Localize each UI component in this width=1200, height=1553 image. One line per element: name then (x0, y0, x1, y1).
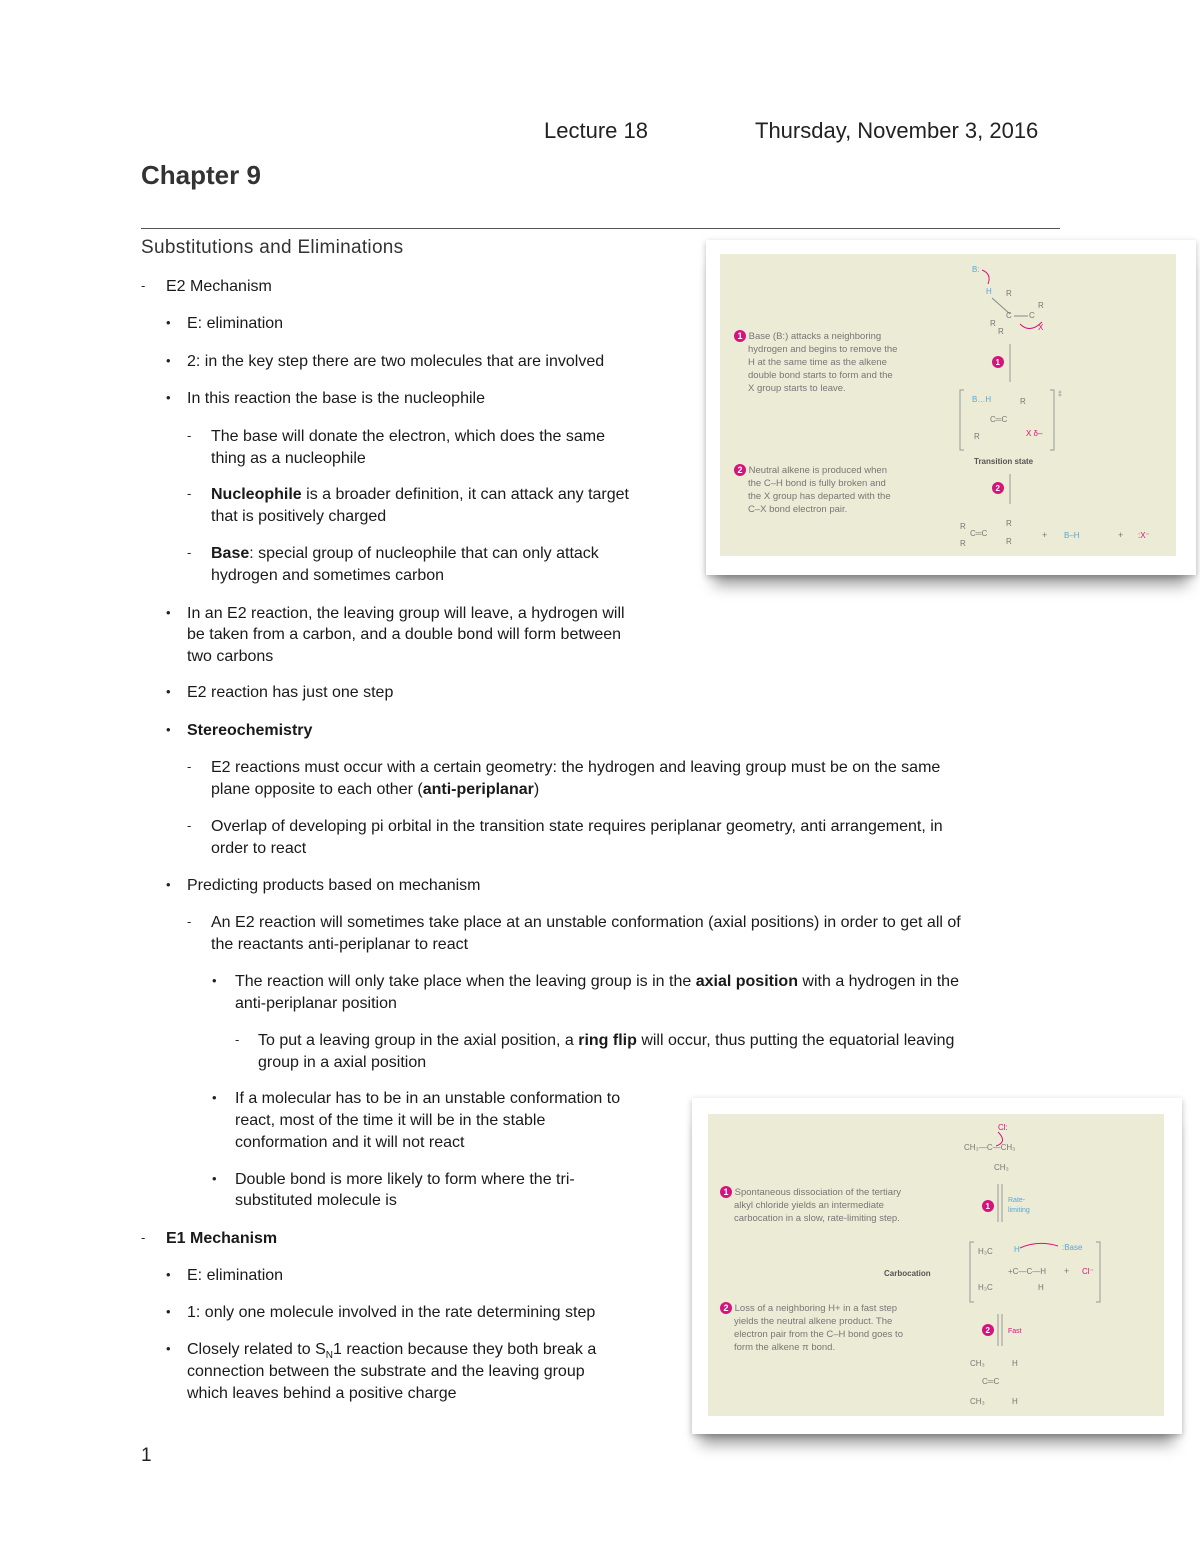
svg-text:H₃C: H₃C (978, 1247, 993, 1256)
outline-line (235, 1190, 397, 1211)
outline-line (235, 1169, 575, 1190)
svg-text:R: R (1020, 397, 1026, 406)
svg-text:H: H (1012, 1397, 1018, 1406)
outline-line (211, 816, 943, 837)
text-segment: Overlap of developing pi orbital in the transition state requires periplanar geometry, anti arrangement, in (211, 818, 943, 835)
outline-line (187, 313, 283, 334)
bullet-marker: • (166, 605, 171, 620)
title-divider (141, 228, 1060, 229)
svg-text:2: 2 (995, 484, 1000, 493)
bold-term: Base (211, 545, 250, 562)
transition-state-label: Transition state (974, 457, 1034, 466)
dash-marker: - (187, 914, 192, 929)
text-segment: with a hydrogen in the (797, 973, 959, 990)
fast-label: Fast (1008, 1328, 1022, 1335)
e2-figure-panel (720, 254, 1176, 556)
lecture-date: Thursday, November 3, 2016 (755, 118, 1039, 143)
text-segment: E: elimination (187, 1267, 284, 1284)
text-segment: To put a leaving group in the axial position, a (258, 1032, 579, 1049)
bold-term: anti-periplanar (422, 781, 534, 798)
dash-marker: - (141, 278, 146, 293)
e2-cap2-l2: the C–H bond is fully broken and (748, 478, 886, 489)
svg-text:1: 1 (995, 358, 1000, 367)
outline-line (187, 1302, 595, 1323)
bullet-marker: • (166, 1304, 171, 1319)
e1-cap2-l3: electron pair from the C–H bond goes to (734, 1329, 903, 1340)
outline-line (187, 646, 273, 667)
text-segment: The reaction will only take place when the leaving group is in the (235, 973, 696, 990)
bold-term: E1 Mechanism (166, 1230, 278, 1247)
e2-step1-caption (734, 330, 954, 395)
text-segment: Double bond is more likely to form where the tri- (235, 1171, 575, 1188)
outline-line (235, 1088, 620, 1109)
e1-cap1-l3: carbocation in a slow, rate-limiting step. (734, 1213, 900, 1224)
e2-cap1-l4: double bond starts to form and the (748, 370, 893, 381)
text-segment: hydrogen and sometimes carbon (211, 567, 445, 584)
outline-line (211, 565, 444, 586)
svg-text:C═C: C═C (982, 1377, 1000, 1386)
text-segment: E: elimination (187, 315, 284, 332)
text-segment: The base will donate the electron, which does the same (211, 428, 606, 445)
text-segment: 1: only one molecule involved in the rate determining step (187, 1304, 596, 1321)
dash-marker: - (187, 428, 192, 443)
svg-text:+: + (1064, 1266, 1070, 1276)
rate-limiting-label-2: limiting (1008, 1207, 1030, 1214)
text-segment: Closely related to S (187, 1341, 326, 1358)
outline-line (211, 448, 366, 469)
e1-structures-diagram (708, 1114, 1164, 1416)
text-segment: E2 reactions must occur with a certain geometry: the hydrogen and leaving group must be on the same (211, 759, 941, 776)
svg-text:CH₃: CH₃ (970, 1397, 985, 1406)
e2-cap1-l5: X group starts to leave. (748, 383, 846, 394)
svg-text:CH₃—C—CH₃: CH₃—C—CH₃ (964, 1143, 1016, 1152)
svg-text:C═C: C═C (990, 415, 1008, 424)
outline-line (211, 912, 961, 933)
bullet-marker: • (166, 390, 171, 405)
svg-text:H: H (1012, 1359, 1018, 1368)
svg-text:1: 1 (985, 1202, 990, 1211)
svg-text:Cl⁻: Cl⁻ (1082, 1267, 1094, 1276)
chapter-title: Chapter 9 (141, 160, 261, 190)
svg-text:+C—C—H: +C—C—H (1008, 1267, 1047, 1276)
bullet-marker: • (166, 877, 171, 892)
outline-line (211, 506, 386, 527)
outline-line (258, 1052, 426, 1073)
e1-cap2-l2: yields the neutral alkene product. The (734, 1316, 893, 1327)
svg-text:H₃C: H₃C (978, 1283, 993, 1292)
text-segment: plane opposite to each other ( (211, 781, 423, 798)
outline-line (211, 543, 599, 564)
bullet-marker: • (212, 973, 217, 988)
text-segment: thing as a nucleophile (211, 450, 366, 467)
outline-line (187, 624, 621, 645)
svg-text:B:: B: (972, 265, 980, 274)
text-segment: Predicting products based on mechanism (187, 877, 481, 894)
dash-marker: - (187, 545, 192, 560)
bullet-marker: • (166, 1267, 171, 1282)
bullet-marker: • (166, 1341, 171, 1356)
outline-line (211, 484, 629, 505)
e1-mechanism-figure (692, 1098, 1182, 1434)
text-segment: E2 reaction has just one step (187, 684, 394, 701)
text-segment: be taken from a carbon, and a double bond will form between (187, 626, 622, 643)
text-segment: which leaves behind a positive charge (187, 1385, 457, 1402)
outline-line (211, 838, 306, 859)
e1-cap1-l2: alkyl chloride yields an intermediate (734, 1200, 884, 1211)
svg-text:R: R (998, 327, 1004, 336)
bold-term: axial position (695, 973, 798, 990)
text-segment: group in a axial position (258, 1054, 427, 1071)
text-segment: that is positively charged (211, 508, 387, 525)
outline-line (187, 875, 481, 896)
svg-text:C: C (1006, 311, 1012, 320)
dash-marker: - (141, 1230, 146, 1245)
outline-line (258, 1030, 954, 1051)
e2-cap1-l2: hydrogen and begins to remove the (748, 344, 898, 355)
outline-line (211, 757, 940, 778)
step-1-badge: 1 (734, 330, 746, 342)
text-segment: E2 Mechanism (166, 278, 272, 295)
svg-text:CH₃: CH₃ (970, 1359, 985, 1368)
svg-text:H: H (1038, 1283, 1044, 1292)
lecture-label: Lecture 18 (544, 118, 648, 143)
svg-text:R: R (1006, 289, 1012, 298)
outline-line (187, 388, 485, 409)
text-segment: N (325, 1350, 333, 1362)
svg-text:R: R (974, 432, 980, 441)
text-segment: : special group of nucleophile that can only attack (249, 545, 599, 562)
page-number: 1 (141, 1445, 152, 1466)
bullet-marker: • (166, 684, 171, 699)
svg-text:C═C: C═C (970, 529, 988, 538)
text-segment: anti-periplanar position (235, 995, 397, 1012)
outline-line (187, 682, 393, 703)
bold-term: Stereochemistry (187, 722, 313, 739)
bold-term: Nucleophile (211, 486, 302, 503)
svg-text:C: C (1029, 311, 1035, 320)
svg-text::X⁻: :X⁻ (1138, 531, 1150, 540)
bullet-marker: • (166, 315, 171, 330)
step-2-badge: 2 (734, 464, 746, 476)
outline-line (235, 971, 959, 992)
text-segment: order to react (211, 840, 307, 857)
svg-text:‡: ‡ (1058, 391, 1062, 398)
dash-marker: - (235, 1032, 240, 1047)
svg-text:B…H: B…H (972, 395, 992, 404)
e1-step1-caption (720, 1186, 960, 1225)
svg-text:X: X (1038, 323, 1044, 332)
svg-text:R: R (960, 522, 966, 531)
outline-line (187, 1383, 457, 1404)
text-segment: 2: in the key step there are two molecules that are involved (187, 353, 605, 370)
outline-line (166, 1228, 277, 1249)
text-segment: If a molecular has to be in an unstable conformation to (235, 1090, 621, 1107)
svg-text:R: R (990, 319, 996, 328)
outline-line (187, 720, 312, 741)
text-segment: An E2 reaction will sometimes take place at an unstable conformation (axial positions) in order to get all of (211, 914, 961, 931)
e2-cap2-l1: Neutral alkene is produced when (748, 465, 888, 476)
carbocation-label: Carbocation (884, 1269, 931, 1278)
e1-cap2-l1: Loss of a neighboring H+ in a fast step (734, 1303, 898, 1314)
e2-cap1-l1: Base (B:) attacks a neighboring (748, 331, 882, 342)
dash-marker: - (187, 486, 192, 501)
e2-cap1-l3: H at the same time as the alkene (748, 357, 887, 368)
svg-text:R: R (1006, 537, 1012, 546)
dash-marker: - (187, 818, 192, 833)
bold-term: ring flip (578, 1032, 637, 1049)
text-segment: In this reaction the base is the nucleophile (187, 390, 485, 407)
outline-line (235, 1132, 464, 1153)
outline-line (211, 779, 539, 800)
svg-text:+: + (1042, 530, 1048, 540)
outline-line (187, 1265, 283, 1286)
bullet-marker: • (212, 1090, 217, 1105)
text-segment: ) (533, 781, 540, 798)
svg-text:H: H (986, 287, 992, 296)
e2-cap2-l4: C–X bond electron pair. (748, 504, 848, 515)
outline-line (166, 276, 272, 297)
e1-cap1-l1: Spontaneous dissociation of the tertiary (734, 1187, 901, 1198)
e2-cap2-l3: the X group has departed with the (748, 491, 891, 502)
svg-text:+: + (1118, 530, 1124, 540)
svg-text:Cl:: Cl: (998, 1123, 1008, 1132)
svg-text:H: H (1014, 1245, 1020, 1254)
e1-figure-panel (708, 1114, 1164, 1416)
text-segment: react, most of the time it will be in the stable (235, 1112, 546, 1129)
e2-step2-caption (734, 464, 954, 516)
svg-text::Base: :Base (1062, 1243, 1083, 1252)
text-segment: 1 reaction because they both break a (332, 1341, 597, 1358)
text-segment: conformation and it will not react (235, 1134, 465, 1151)
outline-line (187, 351, 604, 372)
svg-text:CH₃: CH₃ (994, 1163, 1009, 1172)
rate-limiting-label-1: Rate- (1008, 1197, 1026, 1204)
text-segment: substituted molecule is (235, 1192, 397, 1209)
outline-line (187, 1361, 585, 1382)
e1-step-2-badge: 2 (720, 1302, 732, 1314)
bullet-marker: • (166, 353, 171, 368)
bullet-marker: • (166, 722, 171, 737)
outline-line (211, 934, 468, 955)
dash-marker: - (187, 759, 192, 774)
e1-cap2-l4: form the alkene π bond. (734, 1342, 836, 1353)
outline-line (187, 603, 625, 624)
outline-line (235, 1110, 545, 1131)
e2-mechanism-figure (706, 240, 1196, 575)
text-segment: connection between the substrate and the leaving group (187, 1363, 585, 1380)
bullet-marker: • (212, 1171, 217, 1186)
text-segment: will occur, thus putting the equatorial leaving (636, 1032, 955, 1049)
svg-text:B–H: B–H (1064, 531, 1080, 540)
svg-text:2: 2 (985, 1326, 990, 1335)
text-segment: is a broader definition, it can attack any target (301, 486, 629, 503)
svg-text:R: R (1038, 301, 1044, 310)
outline-line (211, 426, 605, 447)
e1-step-1-badge: 1 (720, 1186, 732, 1198)
svg-text:R: R (1006, 519, 1012, 528)
text-segment: two carbons (187, 648, 274, 665)
e1-step2-caption (720, 1302, 960, 1354)
section-title: Substitutions and Eliminations (141, 237, 404, 258)
svg-text:X δ–: X δ– (1026, 429, 1043, 438)
text-segment: the reactants anti-periplanar to react (211, 936, 469, 953)
outline-line (235, 993, 397, 1014)
svg-text:R: R (960, 539, 966, 548)
text-segment: In an E2 reaction, the leaving group will leave, a hydrogen will (187, 605, 625, 622)
